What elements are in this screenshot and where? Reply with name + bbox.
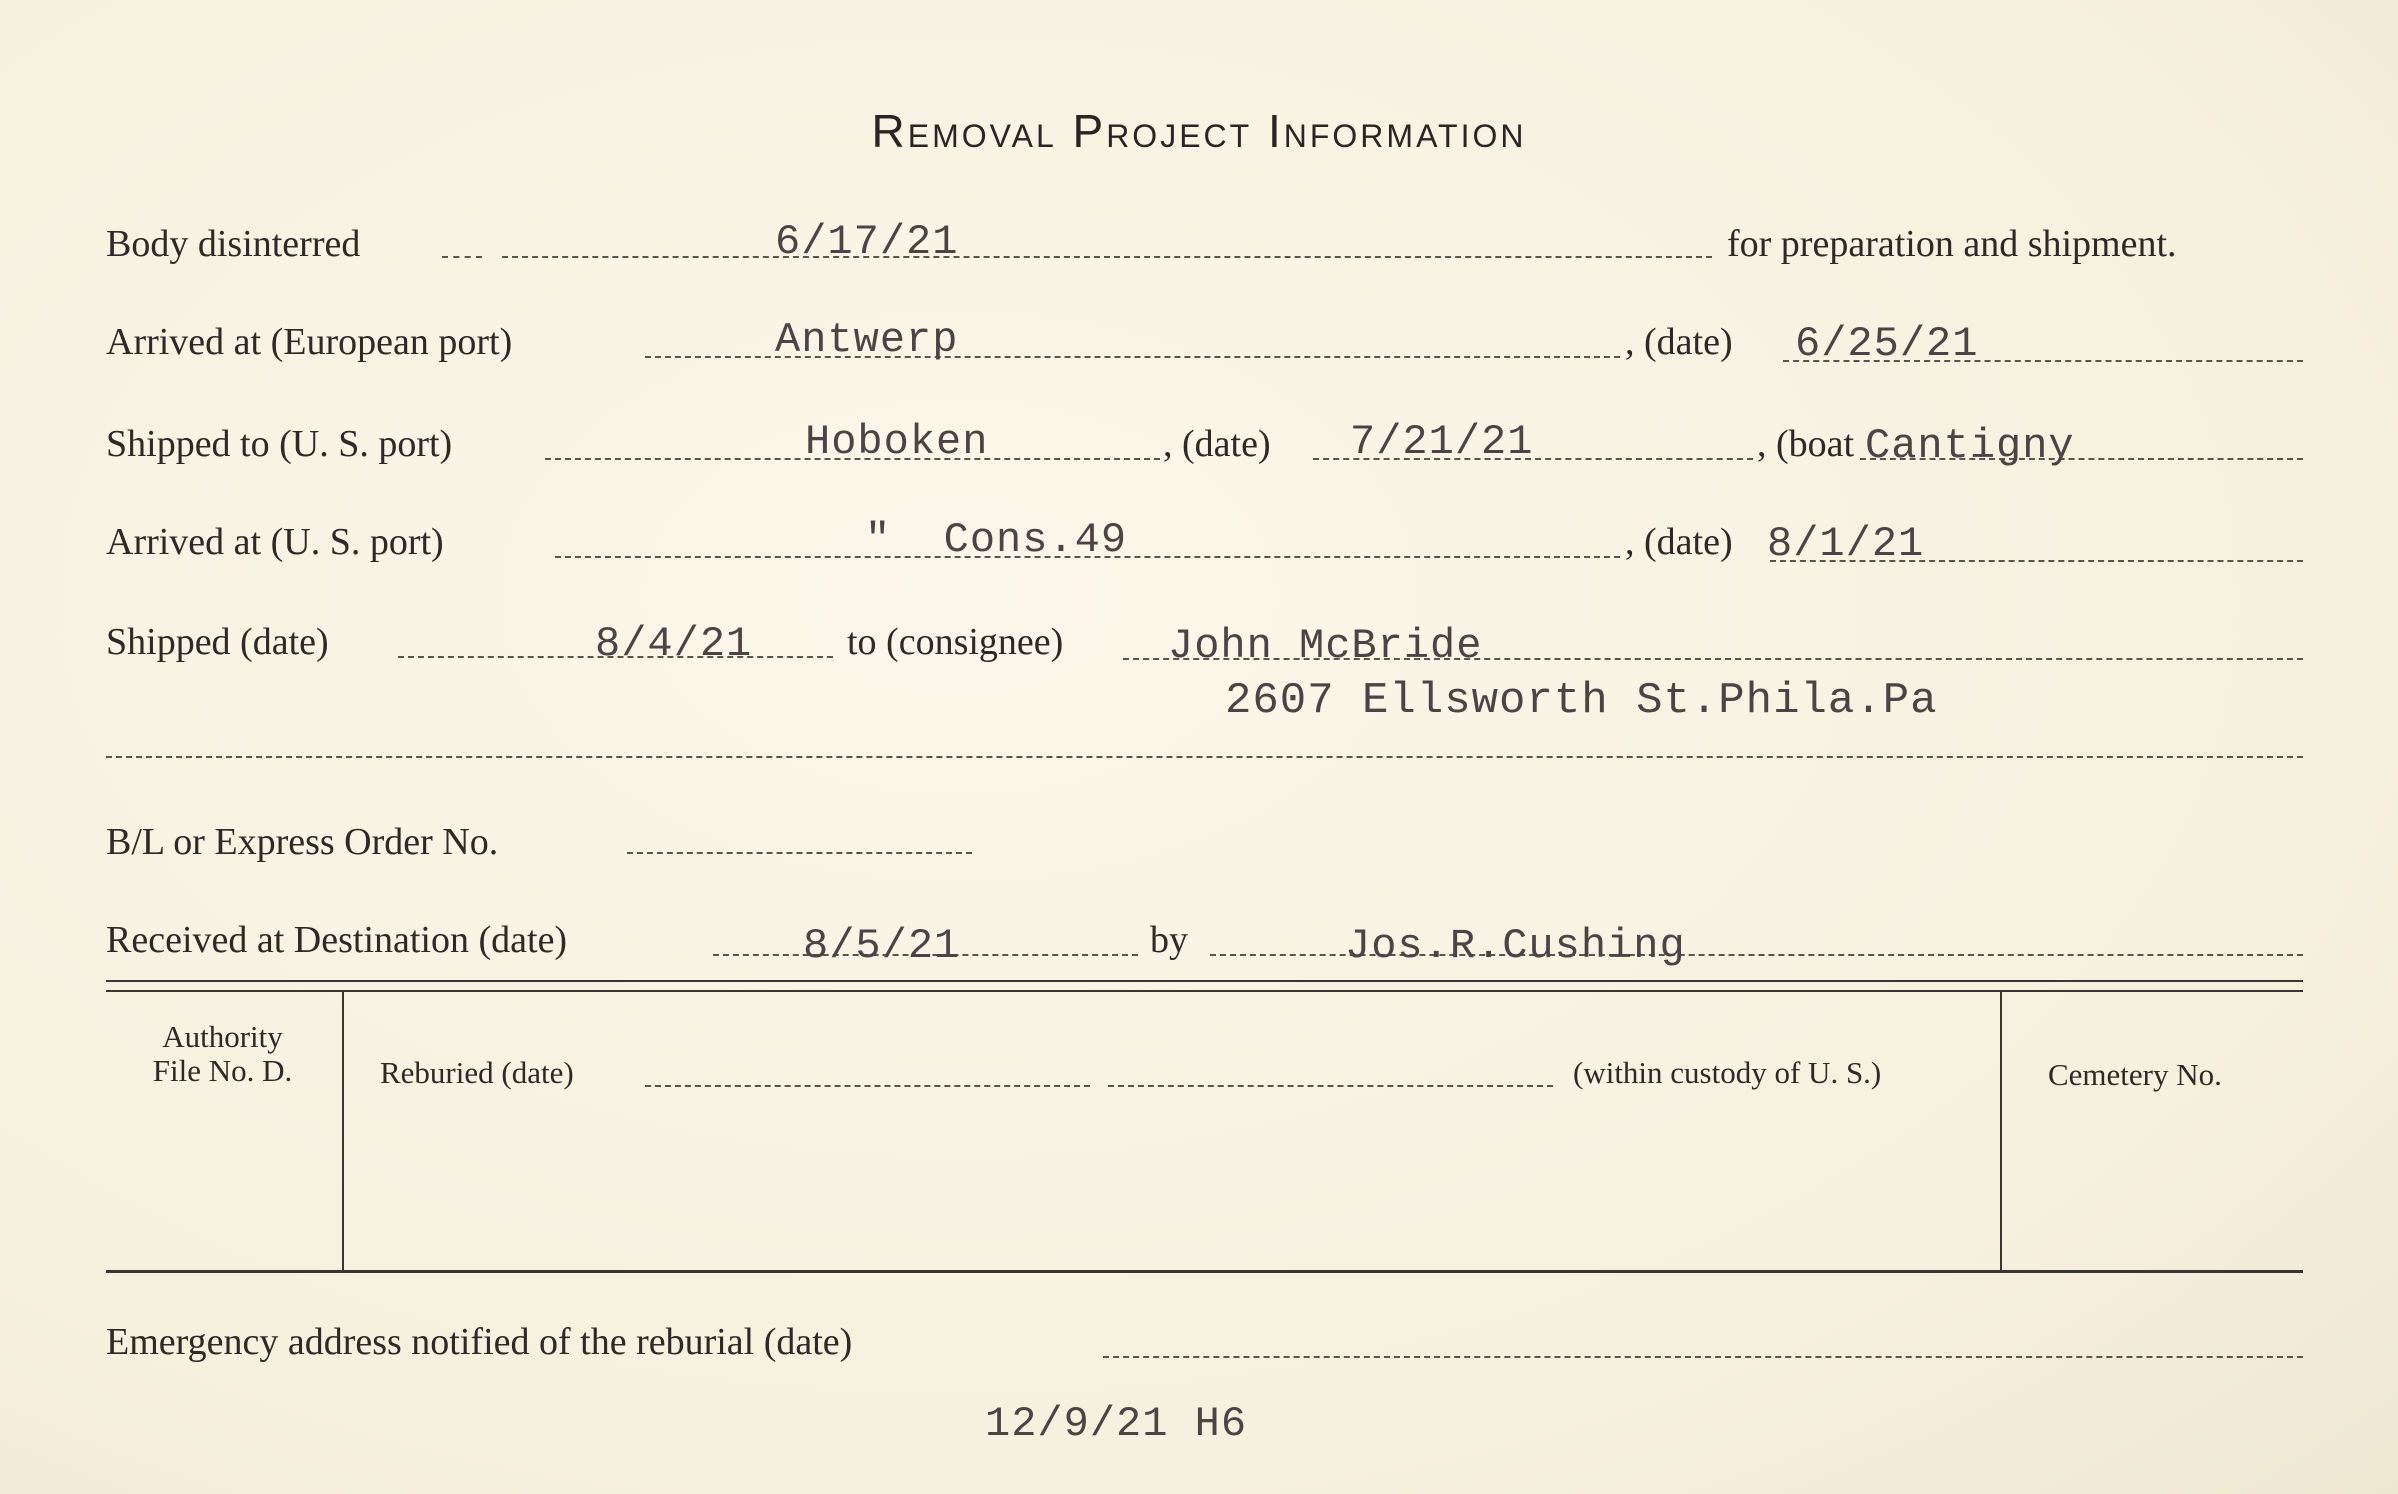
custody-label: (within custody of U. S.): [1573, 1055, 1882, 1090]
consignee-address: 2607 Ellsworth St.Phila.Pa: [1225, 676, 1938, 726]
shipped-date: 8/4/21: [595, 620, 753, 668]
boat-label: , (boat: [1757, 423, 1855, 465]
us-port-shipped-date-label: , (date): [1163, 423, 1271, 465]
authority-label: Authority File No. D.: [152, 1019, 293, 1088]
reburied-label: Reburied (date): [380, 1055, 574, 1090]
received-date: 8/5/21: [803, 922, 961, 970]
dotted-leader: [442, 256, 482, 258]
us-port-arrived-label: Arrived at (U. S. port): [106, 521, 444, 563]
received-by: Jos.R.Cushing: [1345, 922, 1686, 970]
table-top-rule: [106, 980, 2303, 982]
dotted-leader: [1108, 1085, 1553, 1087]
table-bottom-rule: [106, 1270, 2303, 1273]
dotted-leader: [645, 1085, 1090, 1087]
us-port-arrived-value: " Cons.49: [865, 516, 1128, 564]
emergency-label: Emergency address notified of the reburial (date): [106, 1321, 853, 1363]
us-port-arrived-date: 8/1/21: [1767, 520, 1925, 568]
cemetery-label: Cemetery No.: [2048, 1057, 2222, 1092]
dotted-leader: [502, 256, 1712, 258]
emergency-date: 12/9/21 H6: [985, 1400, 1248, 1448]
table-top-rule: [106, 990, 2303, 992]
table-divider: [2000, 992, 2002, 1270]
disinterred-suffix: for preparation and shipment.: [1727, 223, 2177, 265]
bl-label: B/L or Express Order No.: [106, 821, 499, 863]
card-title: Removal Project Information: [871, 105, 1527, 157]
shipped-label: Shipped (date): [106, 621, 329, 663]
european-port-date-label: , (date): [1625, 321, 1733, 363]
us-port-arrived-date-label: , (date): [1625, 521, 1733, 563]
dotted-leader: [106, 756, 2303, 758]
boat-name: Cantigny: [1865, 422, 2075, 470]
table-divider: [342, 992, 344, 1270]
us-port-shipped-value: Hoboken: [805, 418, 989, 466]
european-port-value: Antwerp: [775, 316, 959, 364]
disinterred-date: 6/17/21: [775, 218, 959, 266]
us-port-shipped-label: Shipped to (U. S. port): [106, 423, 453, 465]
european-port-label: Arrived at (European port): [106, 321, 513, 363]
european-port-date: 6/25/21: [1795, 320, 1979, 368]
received-label: Received at Destination (date): [106, 919, 568, 961]
dotted-leader: [627, 852, 972, 854]
dotted-leader: [1103, 1356, 2303, 1358]
disinterred-label: Body disinterred: [106, 223, 361, 265]
by-label: by: [1150, 919, 1188, 961]
consignee-label: to (consignee): [847, 621, 1064, 663]
consignee-name: John McBride: [1168, 622, 1483, 670]
us-port-shipped-date: 7/21/21: [1350, 418, 1534, 466]
